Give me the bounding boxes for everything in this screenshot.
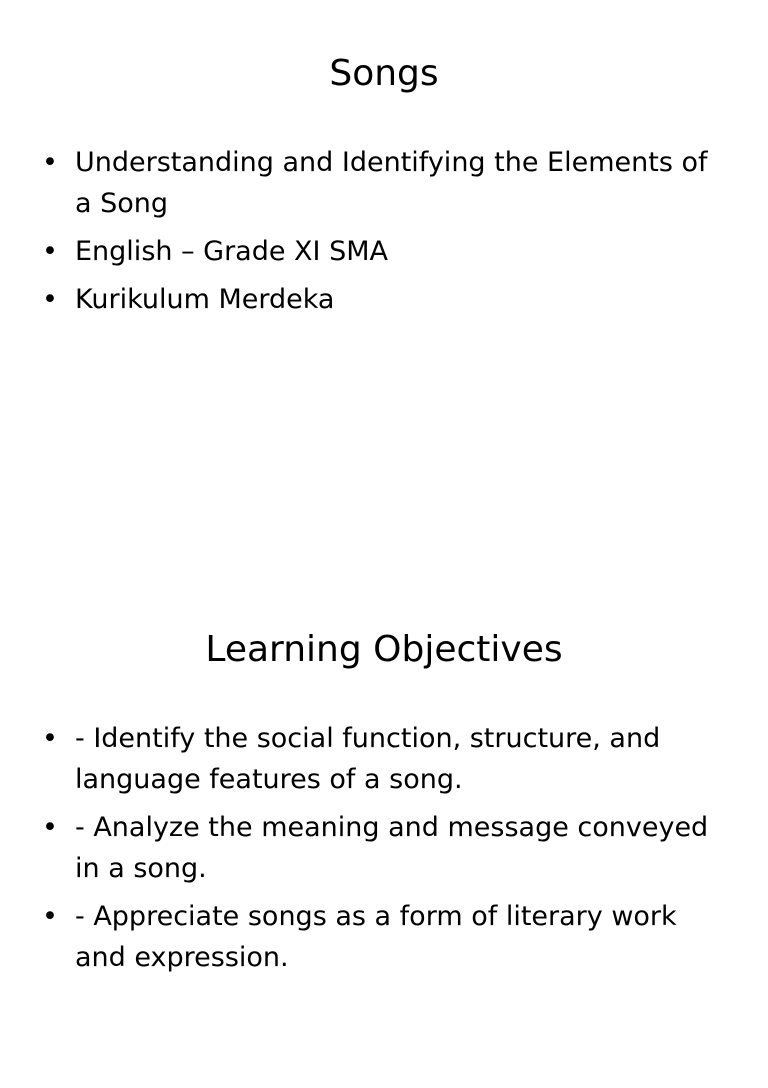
- slide-title: Songs: [329, 53, 439, 94]
- bullet-item: [42, 807, 732, 889]
- bullet-dot-icon: •: [42, 236, 58, 267]
- slide-title: Learning Objectives: [205, 629, 563, 670]
- bullet-item: [42, 896, 732, 978]
- bullet-item: [42, 231, 732, 272]
- slide-songs: [0, 0, 768, 512]
- bullet-dot-icon: •: [42, 147, 58, 178]
- bullet-dot-icon: •: [42, 723, 58, 754]
- bullet-text: - Identify the social function, structure, and language features of a song.: [75, 723, 661, 795]
- bullet-text: English – Grade XI SMA: [75, 236, 389, 267]
- bullet-dot-icon: •: [42, 284, 58, 315]
- bullet-item: [42, 142, 732, 224]
- bullet-list: [42, 718, 732, 985]
- bullet-list: [42, 142, 732, 327]
- bullet-text: - Analyze the meaning and message conveyed in a song.: [75, 812, 709, 884]
- slide-learning-objectives: [0, 576, 768, 1088]
- bullet-item: [42, 718, 732, 800]
- bullet-text: Understanding and Identifying the Elements of a Song: [75, 147, 708, 219]
- bullet-dot-icon: •: [42, 901, 58, 932]
- bullet-text: Kurikulum Merdeka: [75, 284, 335, 315]
- bullet-dot-icon: •: [42, 812, 58, 843]
- bullet-item: [42, 279, 732, 320]
- bullet-text: - Appreciate songs as a form of literary work and expression.: [75, 901, 677, 973]
